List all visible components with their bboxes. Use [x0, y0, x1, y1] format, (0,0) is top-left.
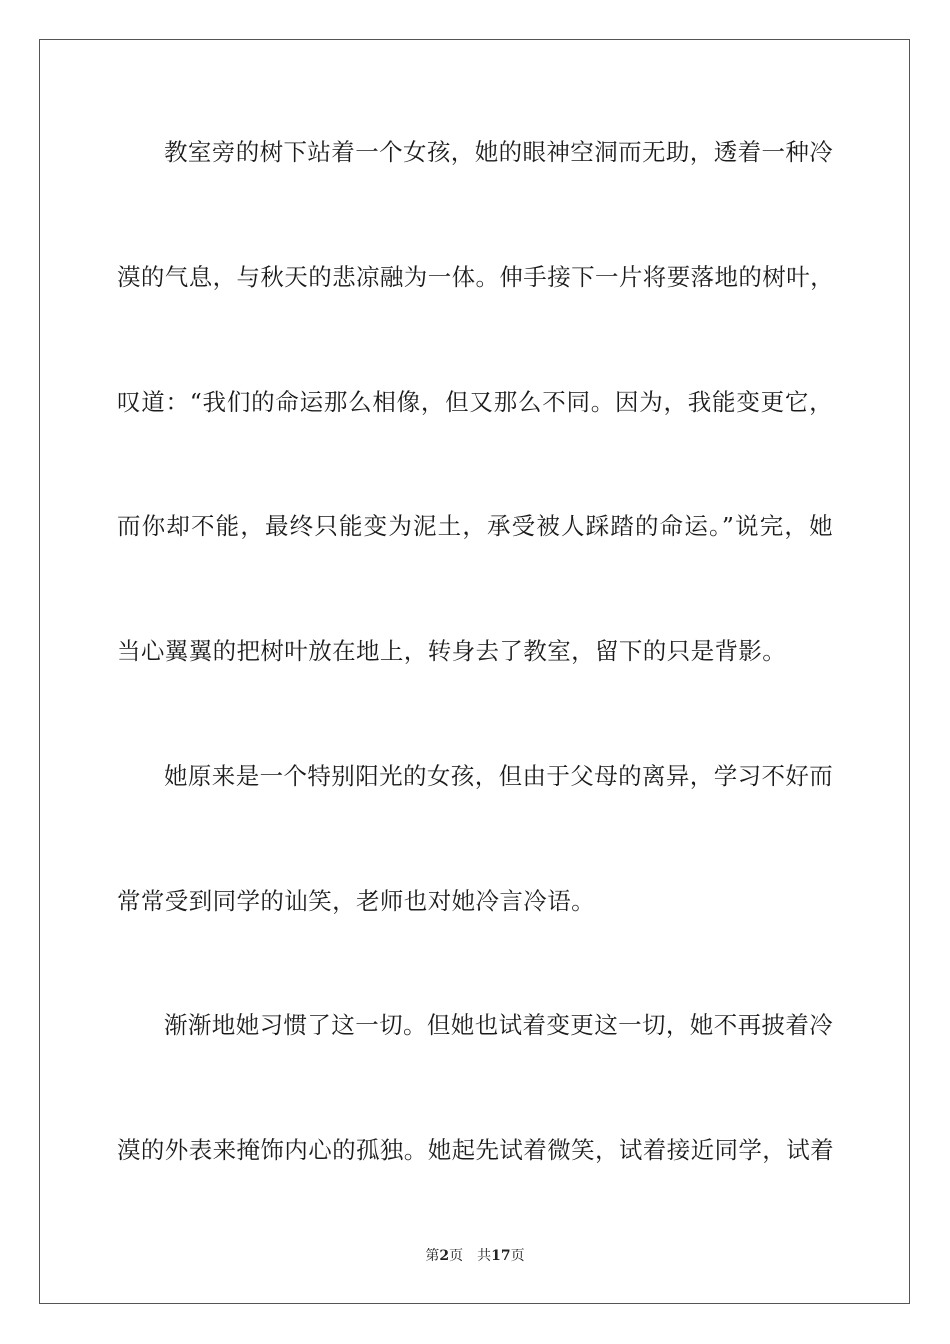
- paragraph-1-line-1: 教室旁的树下站着一个女孩，她的眼神空洞而无助，透着一种冷: [164, 138, 834, 166]
- page-number: 2: [439, 1248, 450, 1264]
- paragraph-2-line-1: 她原来是一个特别阳光的女孩，但由于父母的离异，学习不好而: [164, 762, 834, 790]
- paragraph-3-line-2: 漠的外表来掩饰内心的孤独。她起先试着微笑，试着接近同学，试着: [117, 1136, 834, 1164]
- total-pages: 17: [491, 1248, 511, 1264]
- paragraph-1-line-3: 叹道：“我们的命运那么相像，但又那么不同。因为，我能变更它，: [117, 388, 833, 416]
- paragraph-1-line-4: 而你却不能，最终只能变为泥土，承受被人踩踏的命运。”说完，她: [117, 512, 833, 540]
- paragraph-3-line-1: 渐渐地她习惯了这一切。但她也试着变更这一切，她不再披着冷: [164, 1011, 834, 1039]
- paragraph-1-line-5: 当心翼翼的把树叶放在地上，转身去了教室，留下的只是背影。: [117, 637, 787, 665]
- paragraph-1-line-2: 漠的气息，与秋天的悲凉融为一体。伸手接下一片将要落地的树叶，: [117, 263, 834, 291]
- page-footer: [0, 1247, 950, 1265]
- page-prefix: 第: [425, 1248, 440, 1264]
- paragraph-2-line-2: 常常受到同学的讪笑，老师也对她冷言冷语。: [117, 887, 595, 915]
- total-prefix: 共: [477, 1248, 492, 1264]
- page-border: [39, 39, 910, 1304]
- page-suffix: 页: [449, 1248, 464, 1264]
- total-suffix: 页: [510, 1248, 525, 1264]
